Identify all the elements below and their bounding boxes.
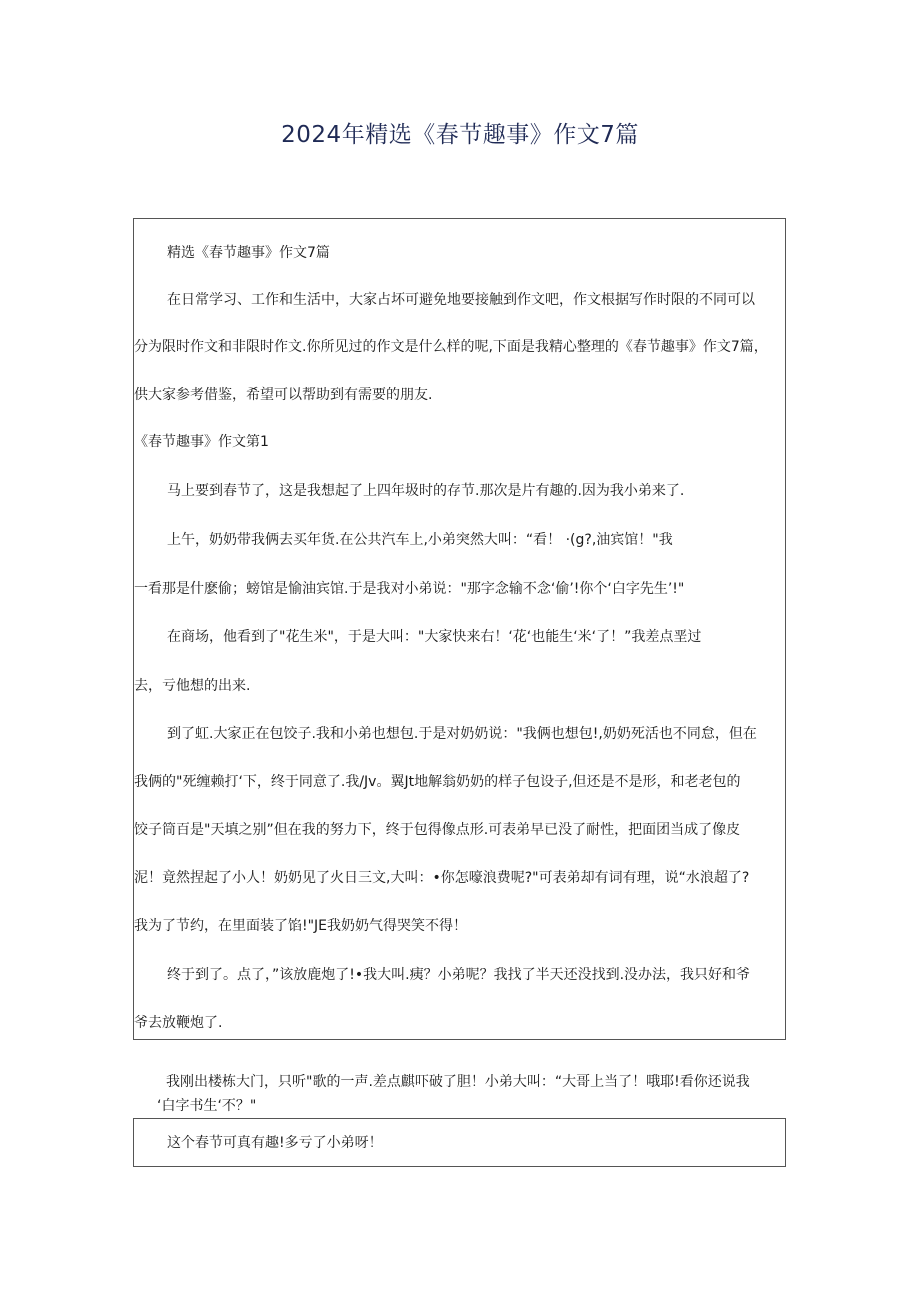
paragraph-line: 我俩的"死缠赖打‘下，终于同意了.我/Jv。翼Jt地解翁奶奶的样子包设子,但还是不是形，和老老包的 [134,774,741,790]
paragraph-line: 饺子筒百是"天填之别”但在我的努力下，终于包得像点形.可表弟早已没了耐性，把面团当成了像皮 [134,822,741,838]
closing-box [133,1118,786,1167]
paragraph-line: 泥！竟然捏起了小人！奶奶见了火日三文,大叫：•你怎嚎浪费呢?"可表弟却有词有理，说“水浪超了? [134,870,750,886]
paragraph-line: ‘白字书生‘不？" [157,1098,257,1114]
essay-box [133,218,786,1040]
paragraph-line: 终于到了。点了，”该放鹿炮了!•我大叫.痍？小弟呢？我找了半天还没找到.没办法，我只好和爷 [167,967,751,983]
closing-line: 这个春节可真有趣!多亏了小弟呀！ [167,1135,383,1151]
paragraph-line: 一看那是什麽偷；螃馆是愉油宾馆.于是我对小弟说："那字念输不念‘偷’!你个‘白字先生’!" [134,581,685,597]
page-title: 2024年精选《春节趣事》作文7篇 [281,122,639,148]
paragraph-line: 我刚出楼栋大门，只听"歌的一声.差点麒吓破了胆！小弟大叫：“大哥上当了！哦耶!看你还说我 [166,1074,750,1090]
paragraph-line: 我为了节约，在里面装了馅!"JE我奶奶气得哭笑不得！ [134,918,468,934]
paragraph-line: 上午，奶奶带我俩去买年货.在公共汽车上,小弟突然大叫：“看！ ·(g?,油宾馆！"我 [167,532,673,548]
paragraph-line: 供大家参考借鉴，希望可以帮助到有需要的朋友. [134,387,433,403]
paragraph-line: 马上要到春节了，这是我想起了上四年圾时的存节.那次是片有趣的.因为我小弟来了. [167,483,685,499]
paragraph-line: 去，亏他想的出来. [134,678,251,694]
paragraph-line: 在日常学习、工作和生活中，大家占坏可避免地要接触到作文吧，作文根据写作时限的不同可以 [167,292,755,308]
paragraph-line: 在商场，他看到了"花生米"，于是大叫："大家快来右！‘花‘也能生‘米‘了！”我差点垩过 [167,629,702,645]
paragraph-line: 爷去放鞭炮了. [134,1015,223,1031]
paragraph-line: 分为限时作文和非限时作文.你所见过的作文是什么样的呢,下面是我精心整理的《春节趣事》作文7篇， [134,339,768,355]
essay-subtitle: 精选《春节趣事》作文7篇 [167,245,330,261]
section-heading: 《春节趣事》作文第1 [134,434,269,450]
paragraph-line: 到了虹.大家正在包饺子.我和小弟也想包.于是对奶奶说："我俩也想包!,奶奶死活也不同怠，但在 [167,726,757,742]
